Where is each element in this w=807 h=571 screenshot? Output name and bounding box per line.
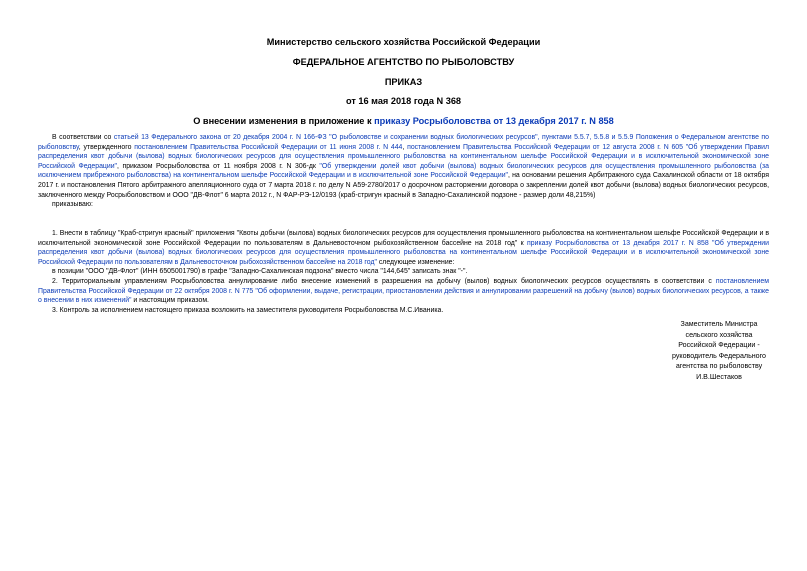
order-items	[38, 229, 769, 315]
item-1	[38, 229, 769, 267]
item-2-text-a: 2. Территориальным управлениям Росрыболовства аннулирование либо внесение изменений в разрешения на добычу (вылов) водных биологических ресурсов осуществлять в соответствии с	[52, 277, 716, 285]
order-306-link[interactable]: "Об утверждении долей квот добычи (вылова) водных биологических ресурсов для осуществления промышленного рыболовства (за исключением прибрежного рыболовства) на континентальном шельфе Российской Федерации и в исключительной зоне Российской Федерации"	[38, 162, 770, 180]
order-858-link[interactable]: приказу Росрыболовства от 13 декабря 2017 г. N 858 "Об утверждении распределения квот добычи (вылова) водных биологических ресурсов для осуществления промышленного рыболовства на континентальном шельфе Российской Федерации и в исключительной экономической зоне Российской Федерации по пользователям в Дальневосточном рыбохозяйственном бассейне на 2018 год"	[38, 239, 769, 266]
doc-date-number: от 16 мая 2018 года N 368	[345, 96, 462, 106]
doc-type-heading: ПРИКАЗ	[384, 77, 423, 87]
federal-law-link[interactable]: статьей 13 Федерального закона от 20 декабря 2004 г. N 166-ФЗ "О рыболовстве и сохранении водных биологических ресурсов", пунктами 5.5.7, 5.5.8 и 5.5.9 Положения о Федеральном агентстве по рыболовству	[38, 134, 769, 151]
doc-title	[0, 116, 807, 126]
preamble-text-2: , утвержденного	[78, 143, 135, 151]
resolution-444-link[interactable]: постановлением Правительства Российской Федерации от 11 июня 2008 г. N 444	[134, 143, 403, 151]
signature-line-5: агентства по рыболовству	[675, 362, 763, 371]
preamble-text-4: , приказом Росрыболовства от 11 ноября 2008 г. N 306-дк	[117, 162, 320, 170]
preamble	[38, 133, 769, 210]
order-word: приказываю:	[52, 201, 93, 209]
resolution-775-link[interactable]: постановлением Правительства Российской Федерации от 22 октября 2008 г. N 775 "Об оформлении, выдаче, регистрации, приостановлении действия и аннулировании разрешений на добычу (вылов) водных биологических ресурсов, а также о внесении в них изменений"	[38, 277, 769, 305]
preamble-text-3: ,	[402, 143, 408, 151]
item-3: 3. Контроль за исполнением настоящего приказа возложить на заместителя руководителя Росрыболовства М.С.Иваника.	[52, 306, 444, 314]
signature-line-1: Заместитель Министра	[680, 320, 758, 328]
agency-heading: ФЕДЕРАЛЬНОЕ АГЕНТСТВО ПО РЫБОЛОВСТВУ	[292, 57, 515, 67]
preamble-text-5: , на основании решения Арбитражного суда Сахалинской области от 18 октября 2017 г. и постановления Пятого арбитражного апелляционного суда от 7 марта 2018 г. по делу N А59-2780/2017 о досрочном расторжении договора о закреплении долей квот добычи (вылова) водных биологических ресурсов, заключенного между Росрыболовством и ООО "ДВ-Флот" 6 марта 2012 г., N ФАР-РЭ-12/0193 (краб-стригун красный в Западно-Сахалинской подзоне - размер доли 48,215%)	[38, 172, 769, 199]
title-order-link[interactable]: приказу Росрыболовства от 13 декабря 2017 г. N 858	[374, 116, 614, 126]
signature-line-2: сельского хозяйства	[685, 330, 753, 339]
signature-line-3: Российской Федерации -	[678, 341, 760, 350]
item-1-text-b: следующее изменение:	[376, 258, 455, 266]
signature-block	[669, 319, 769, 383]
item-1-sub: в позиции "ООО "ДВ-Флот" (ИНН 6505001790) в графе "Западно-Сахалинская подзона" вместо числа "144,645" записать знак "-".	[52, 268, 468, 276]
item-2	[38, 277, 769, 306]
item-2-text-b: и настоящим приказом.	[131, 297, 209, 305]
signatory-name: И.В.Шестаков	[696, 372, 742, 381]
signature-line-4: руководитель Федерального	[671, 351, 767, 360]
resolution-605-link[interactable]: постановлением Правительства Российской Федерации от 12 августа 2008 г. N 605 "Об утверждении Правил распределения квот добычи (вылова) водных биологических ресурсов для осуществления промышленного рыболовства на континентальном шельфе Российской Федерации и в исключительной экономической зоне Российской Федерации"	[38, 143, 769, 170]
ministry-heading: Министерство сельского хозяйства Российской Федерации	[266, 37, 541, 47]
doc-title-text: О внесении изменения в приложение к	[193, 116, 375, 126]
preamble-text-1: В соответствии со	[52, 134, 114, 141]
item-1-text-a: 1. Внести в таблицу "Краб-стригун красный" приложения "Квоты добычи (вылова) водных биологических ресурсов для осуществления промышленного рыболовства на континентальном шельфе Российской Федерации и в исключительной экономической зоне Российской Федерации по пользователям в Дальневосточном рыбохозяйственном бассейне на 2018 год" к	[38, 230, 769, 247]
